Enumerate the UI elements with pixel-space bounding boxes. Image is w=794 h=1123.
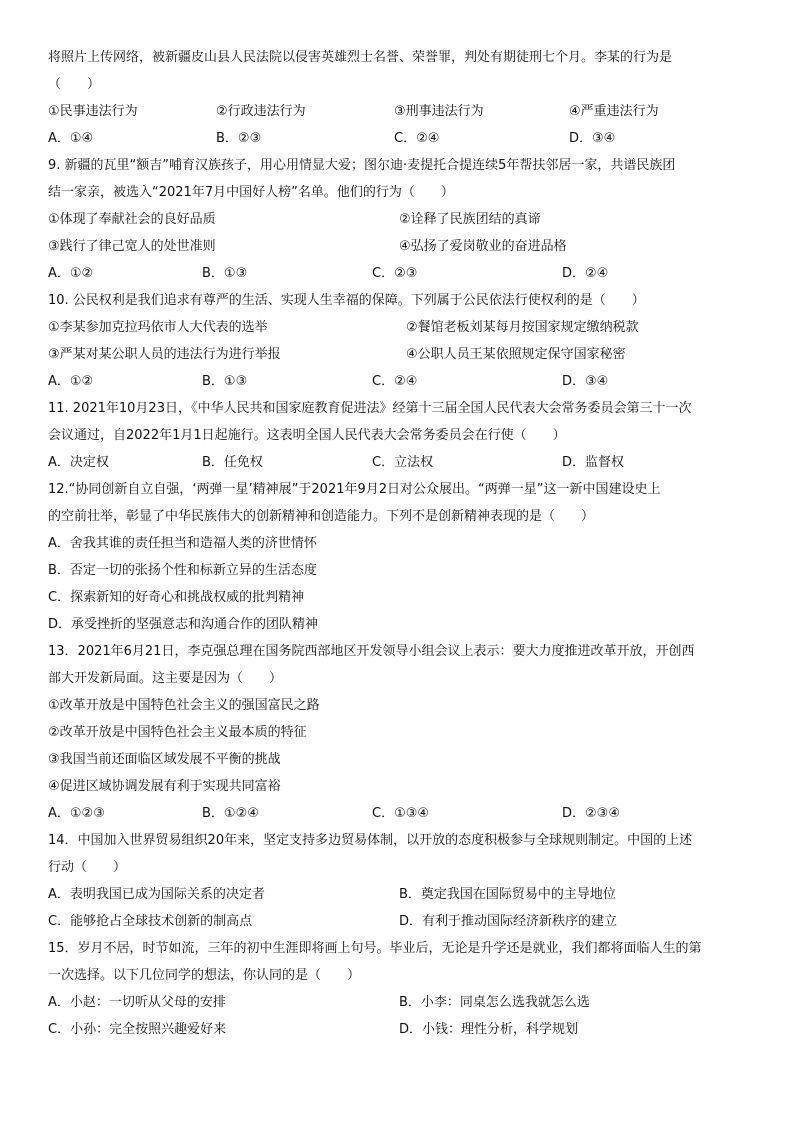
option-b: B．否定一切的张扬个性和标新立异的生活态度 (48, 563, 317, 578)
option-a: A．①②③ (48, 806, 105, 821)
question-stem: 的空前壮举，彰显了中华民族伟大的创新精神和创造能力。下列不是创新精神表现的是（ ） (48, 509, 595, 524)
question-stem: 14．中国加入世界贸易组织20年来，坚定支持多边贸易体制，以开放的态度积极参与全球规则制定。中国的上述 (48, 833, 693, 848)
option-row (48, 264, 750, 291)
option-row (48, 453, 750, 480)
option-c: C．能够抢占全球技术创新的制高点 (48, 914, 253, 929)
option-c: C．②③ (372, 266, 418, 281)
option-row (48, 372, 750, 399)
question-stem: 10. 公民权利是我们追求有尊严的生活、实现人生幸福的保障。下列属于公民依法行使权利的是（ ） (48, 293, 645, 308)
option-a: A．①② (48, 374, 94, 389)
option-d: D．小钱：理性分析，科学规划 (399, 1022, 579, 1037)
question-9 (48, 156, 750, 291)
option-a: A．舍我其谁的责任担当和造福人类的济世情怀 (48, 536, 317, 551)
statement-item: ③践行了律己宽人的处世准则 (48, 239, 216, 254)
option-b: B．奠定我国在国际贸易中的主导地位 (399, 887, 616, 902)
option-c: C．②④ (394, 131, 440, 146)
question-11 (48, 399, 750, 480)
statement-item: ①体现了奉献社会的良好品质 (48, 212, 216, 227)
statement-item: ②改革开放是中国特色社会主义最本质的特征 (48, 725, 307, 740)
statement-row (48, 237, 750, 264)
option-row (48, 129, 750, 156)
statement-item: ④弘扬了爱岗敬业的奋进品格 (399, 239, 567, 254)
question-stem: 13．2021年6月21日，李克强总理在国务院西部地区开发领导小组会议上表示：要大力度推进改革开放，开创西 (48, 644, 695, 659)
option-a: A．小赵：一切听从父母的安排 (48, 995, 226, 1010)
option-d: D．②③④ (562, 806, 620, 821)
statement-item: ②餐馆老板刘某每月按国家规定缴纳税款 (406, 320, 639, 335)
option-b: B．①③ (202, 266, 248, 281)
question-stem: 12.“协同创新自立自强，‘两弹一星’精神展”于2021年9月2日对公众展出。“两弹一星”这一新中国建设史上 (48, 482, 661, 497)
option-d: D．②④ (562, 266, 609, 281)
statement-row (48, 210, 750, 237)
option-a: A．①④ (48, 131, 94, 146)
option-row (48, 885, 750, 912)
option-b: B．①②④ (202, 806, 259, 821)
option-c: C．小孙：完全按照兴趣爱好来 (48, 1022, 227, 1037)
statement-item: ②行政违法行为 (216, 104, 306, 119)
question-stem: 会议通过，自2022年1月1日起施行。这表明全国人民代表大会常务委员会在行使（ ） (48, 428, 566, 443)
question-stem: 部大开发新局面。这主要是因为（ ） (48, 671, 283, 686)
option-row (48, 993, 750, 1020)
question-stem: 结一家亲，被选入“2021年7月中国好人榜”名单。他们的行为（ ） (48, 185, 454, 200)
statement-row (48, 102, 750, 129)
option-a: A．决定权 (48, 455, 109, 470)
question-stem: 11. 2021年10月23日，《中华人民共和国家庭教育促进法》经第十三届全国人民代表大会常务委员会第三十一次 (48, 401, 692, 416)
option-b: B．小李：同桌怎么选我就怎么选 (399, 995, 590, 1010)
question-stem: 9. 新疆的瓦里“额吉”哺育汉族孩子，用心用情显大爱；图尔迪·麦提托合提连续5年帮扶邻居一家，共谱民族团 (48, 158, 676, 173)
question-stem: 将照片上传网络，被新疆皮山县人民法院以侵害英雄烈士名誉、荣誉罪，判处有期徒刑七个月。李某的行为是 (48, 50, 673, 65)
statement-item: ④严重违法行为 (569, 104, 659, 119)
statement-row (48, 345, 750, 372)
question-stem: （ ） (48, 77, 101, 92)
option-row (48, 1020, 750, 1047)
option-c: C．②④ (372, 374, 418, 389)
option-d: D．承受挫折的坚强意志和沟通合作的团队精神 (48, 617, 319, 632)
option-c: C．立法权 (372, 455, 434, 470)
option-row (48, 804, 750, 831)
statement-item: ③刑事违法行为 (394, 104, 484, 119)
question-stem: 15．岁月不居，时节如流，三年的初中生涯即将画上句号。毕业后，无论是升学还是就业，我们都将面临人生的第 (48, 941, 702, 956)
option-d: D．监督权 (562, 455, 625, 470)
option-d: D．③④ (569, 131, 616, 146)
question-10 (48, 291, 750, 399)
statement-row (48, 318, 750, 345)
option-b: B．任免权 (202, 455, 263, 470)
option-a: A．表明我国已成为国际关系的决定者 (48, 887, 265, 902)
statement-item: ①李某参加克拉玛依市人大代表的选举 (48, 320, 268, 335)
question-13 (48, 642, 750, 831)
question-14 (48, 831, 750, 939)
statement-item: ②诠释了民族团结的真谛 (399, 212, 541, 227)
statement-item: ④促进区域协调发展有利于实现共同富裕 (48, 779, 281, 794)
statement-item: ④公职人员王某依照规定保守国家秘密 (406, 347, 626, 362)
option-b: B．①③ (202, 374, 248, 389)
option-c: C．①③④ (372, 806, 430, 821)
statement-item: ①民事违法行为 (48, 104, 138, 119)
question-8 (48, 48, 750, 156)
statement-item: ③严某对某公职人员的违法行为进行举报 (48, 347, 281, 362)
question-stem: 行动（ ） (48, 860, 127, 875)
option-a: A．①② (48, 266, 94, 281)
option-d: D．③④ (562, 374, 609, 389)
question-12 (48, 480, 750, 642)
question-15 (48, 939, 750, 1047)
option-row (48, 912, 750, 939)
option-b: B．②③ (216, 131, 262, 146)
option-d: D．有利于推动国际经济新秩序的建立 (399, 914, 618, 929)
option-c: C．探索新知的好奇心和挑战权威的批判精神 (48, 590, 305, 605)
statement-item: ①改革开放是中国特色社会主义的强国富民之路 (48, 698, 320, 713)
question-stem: 一次选择。以下几位同学的想法，你认同的是（ ） (48, 968, 361, 983)
statement-item: ③我国当前还面临区域发展不平衡的挑战 (48, 752, 281, 767)
